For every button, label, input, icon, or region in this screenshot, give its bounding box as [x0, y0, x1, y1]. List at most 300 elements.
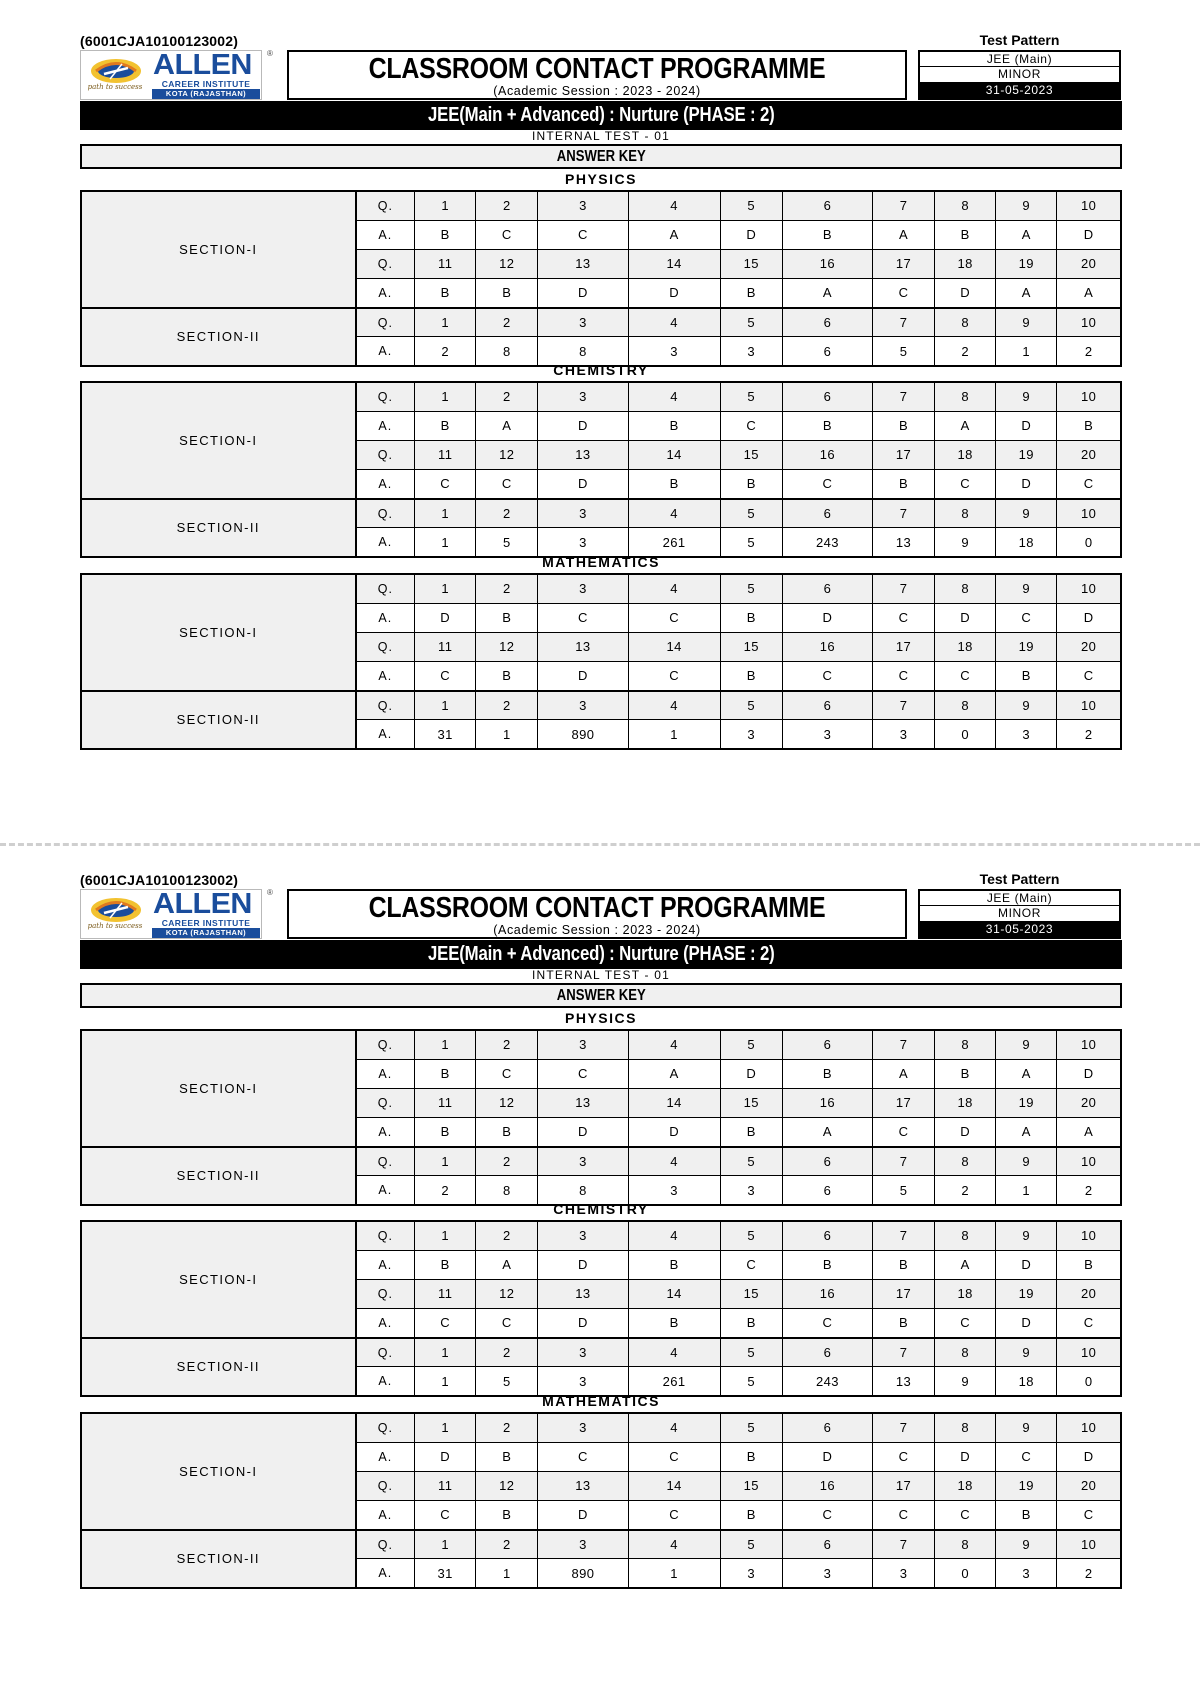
question-number: 2: [476, 1413, 538, 1442]
question-number: 1: [415, 574, 476, 603]
question-number: 6: [782, 308, 872, 337]
question-row: [81, 1530, 1121, 1559]
question-number: 4: [628, 1413, 720, 1442]
question-row: [81, 382, 1121, 411]
answer-value: C: [782, 470, 872, 499]
test-pattern: [918, 871, 1121, 939]
answer-value: D: [935, 1118, 996, 1147]
question-number: 5: [720, 499, 782, 528]
logo-tagline: CAREER INSTITUTE: [161, 918, 251, 928]
question-number: 10: [1057, 499, 1121, 528]
question-number: 12: [476, 249, 538, 278]
answer-value: A: [935, 411, 996, 440]
question-number: 9: [996, 1030, 1057, 1059]
test-pattern-box: [918, 889, 1121, 939]
answer-value: 13: [872, 528, 934, 557]
question-number: 9: [996, 191, 1057, 220]
answer-value: C: [476, 1309, 538, 1338]
answer-value: 3: [720, 1176, 782, 1205]
answer-value: A: [935, 1250, 996, 1279]
answer-value: B: [782, 1250, 872, 1279]
answer-value: A: [782, 279, 872, 308]
answer-value: B: [996, 1501, 1057, 1530]
answer-value: B: [720, 279, 782, 308]
question-number: 7: [872, 1147, 934, 1176]
question-number: 5: [720, 1221, 782, 1250]
answer-value: D: [538, 279, 628, 308]
answer-value: B: [720, 1442, 782, 1471]
answer-value: 3: [872, 720, 934, 749]
answer-value: B: [415, 411, 476, 440]
question-number: 9: [996, 308, 1057, 337]
answer-value: 0: [1057, 1367, 1121, 1396]
question-label: Q.: [356, 308, 415, 337]
answer-value: C: [538, 220, 628, 249]
question-number: 4: [628, 1147, 720, 1176]
answer-value: 5: [720, 528, 782, 557]
answer-value: 0: [1057, 528, 1121, 557]
question-number: 18: [935, 632, 996, 661]
question-number: 2: [476, 499, 538, 528]
question-number: 20: [1057, 1279, 1121, 1308]
answer-value: 2: [1057, 337, 1121, 366]
test-pattern-caption: Test Pattern: [979, 871, 1060, 887]
answer-value: 890: [538, 1559, 628, 1588]
answer-value: D: [538, 1250, 628, 1279]
question-number: 7: [872, 308, 934, 337]
subject-title: PHYSICS: [565, 1010, 637, 1026]
answer-value: D: [720, 1059, 782, 1088]
question-number: 9: [996, 574, 1057, 603]
question-number: 2: [476, 1221, 538, 1250]
page-divider: [0, 843, 1200, 846]
question-number: 3: [538, 1030, 628, 1059]
question-row: [81, 1030, 1121, 1059]
answer-value: B: [415, 279, 476, 308]
answer-value: D: [996, 1250, 1057, 1279]
question-number: 4: [628, 1338, 720, 1367]
section-label: SECTION-I: [81, 1030, 356, 1147]
question-number: 1: [415, 691, 476, 720]
question-number: 4: [628, 382, 720, 411]
answer-value: C: [720, 1250, 782, 1279]
question-number: 10: [1057, 1147, 1121, 1176]
answer-key-label: ANSWER KEY: [556, 987, 646, 1004]
answer-label: A.: [356, 1367, 415, 1396]
answer-value: 18: [996, 528, 1057, 557]
question-number: 12: [476, 632, 538, 661]
answer-value: B: [415, 1059, 476, 1088]
question-number: 2: [476, 191, 538, 220]
question-number: 7: [872, 1338, 934, 1367]
answer-value: D: [996, 1309, 1057, 1338]
question-number: 12: [476, 1088, 538, 1117]
answer-value: 8: [538, 1176, 628, 1205]
answer-table: [80, 573, 1122, 750]
answer-label: A.: [356, 528, 415, 557]
question-number: 13: [538, 249, 628, 278]
question-number: 19: [996, 1088, 1057, 1117]
answer-value: 3: [782, 720, 872, 749]
question-number: 15: [720, 1088, 782, 1117]
question-number: 9: [996, 1530, 1057, 1559]
answer-value: B: [782, 411, 872, 440]
answer-value: A: [872, 1059, 934, 1088]
question-number: 5: [720, 1030, 782, 1059]
question-number: 2: [476, 1147, 538, 1176]
answer-table: [80, 381, 1122, 558]
question-number: 6: [782, 1221, 872, 1250]
answer-value: B: [628, 470, 720, 499]
answer-value: D: [782, 603, 872, 632]
answer-value: D: [1057, 603, 1121, 632]
answer-value: 3: [628, 337, 720, 366]
answer-value: B: [720, 470, 782, 499]
question-label: Q.: [356, 1221, 415, 1250]
answer-value: B: [720, 662, 782, 691]
answer-value: 0: [935, 1559, 996, 1588]
question-number: 1: [415, 308, 476, 337]
programme-title: CLASSROOM CONTACT PROGRAMME: [368, 892, 826, 924]
question-number: 6: [782, 1147, 872, 1176]
paper-code: (6001CJA10100123002): [80, 872, 239, 888]
logo-motto: path to success: [87, 83, 143, 91]
test-pattern: [918, 32, 1121, 100]
subject-title: CHEMISTRY: [553, 1201, 649, 1217]
question-number: 6: [782, 1530, 872, 1559]
answer-value: C: [628, 1442, 720, 1471]
answer-value: D: [720, 220, 782, 249]
answer-value: C: [872, 1442, 934, 1471]
logo-location: KOTA (RAJASTHAN): [152, 89, 260, 99]
answer-value: 3: [538, 1367, 628, 1396]
question-number: 11: [415, 632, 476, 661]
subject-block: [80, 1391, 1122, 1589]
answer-label: A.: [356, 470, 415, 499]
answer-value: 3: [782, 1559, 872, 1588]
question-number: 8: [935, 1530, 996, 1559]
question-number: 10: [1057, 1221, 1121, 1250]
answer-label: A.: [356, 337, 415, 366]
answer-value: D: [538, 1118, 628, 1147]
section-label: SECTION-I: [81, 1413, 356, 1530]
answer-value: C: [935, 662, 996, 691]
question-number: 1: [415, 1147, 476, 1176]
question-number: 1: [415, 1221, 476, 1250]
question-label: Q.: [356, 1088, 415, 1117]
answer-label: A.: [356, 662, 415, 691]
question-number: 9: [996, 1413, 1057, 1442]
question-label: Q.: [356, 1413, 415, 1442]
question-number: 8: [935, 1147, 996, 1176]
question-number: 6: [782, 1413, 872, 1442]
phase-bar: [80, 940, 1122, 969]
question-number: 2: [476, 691, 538, 720]
question-number: 8: [935, 1221, 996, 1250]
answer-value: 8: [476, 1176, 538, 1205]
question-number: 16: [782, 632, 872, 661]
question-label: Q.: [356, 382, 415, 411]
question-label: Q.: [356, 632, 415, 661]
answer-value: C: [1057, 470, 1121, 499]
question-number: 15: [720, 1471, 782, 1500]
question-row: [81, 1147, 1121, 1176]
answer-value: C: [720, 411, 782, 440]
answer-value: D: [628, 279, 720, 308]
answer-value: B: [720, 603, 782, 632]
answer-value: 1: [996, 337, 1057, 366]
question-number: 11: [415, 1471, 476, 1500]
question-number: 8: [935, 574, 996, 603]
question-number: 1: [415, 499, 476, 528]
answer-label: A.: [356, 411, 415, 440]
question-number: 3: [538, 191, 628, 220]
answer-value: 261: [628, 1367, 720, 1396]
test-pattern-item: MINOR: [920, 906, 1119, 921]
answer-value: B: [476, 662, 538, 691]
question-number: 18: [935, 1471, 996, 1500]
subject-title: PHYSICS: [565, 171, 637, 187]
answer-value: C: [415, 662, 476, 691]
answer-value: C: [415, 470, 476, 499]
section-label: SECTION-II: [81, 1147, 356, 1205]
answer-value: C: [935, 1309, 996, 1338]
answer-value: 31: [415, 720, 476, 749]
answer-table: [80, 1220, 1122, 1397]
answer-value: 9: [935, 1367, 996, 1396]
question-row: [81, 1338, 1121, 1367]
question-number: 7: [872, 1530, 934, 1559]
answer-value: 3: [720, 337, 782, 366]
answer-value: 18: [996, 1367, 1057, 1396]
question-number: 5: [720, 308, 782, 337]
question-number: 17: [872, 249, 934, 278]
question-number: 17: [872, 632, 934, 661]
section-label: SECTION-II: [81, 499, 356, 557]
answer-value: 2: [1057, 720, 1121, 749]
question-number: 3: [538, 308, 628, 337]
question-number: 20: [1057, 1471, 1121, 1500]
answer-value: B: [476, 1501, 538, 1530]
question-number: 7: [872, 1030, 934, 1059]
question-number: 8: [935, 499, 996, 528]
answer-value: 1: [628, 1559, 720, 1588]
question-label: Q.: [356, 440, 415, 469]
answer-value: C: [935, 1501, 996, 1530]
question-number: 11: [415, 249, 476, 278]
answer-value: B: [415, 220, 476, 249]
section-label: SECTION-I: [81, 191, 356, 308]
question-number: 19: [996, 632, 1057, 661]
question-number: 14: [628, 1471, 720, 1500]
question-number: 8: [935, 191, 996, 220]
phase-title: JEE(Main + Advanced) : Nurture (PHASE : 2): [427, 943, 775, 965]
answer-table: [80, 1029, 1122, 1206]
answer-value: C: [538, 1059, 628, 1088]
paper-code: (6001CJA10100123002): [80, 33, 239, 49]
answer-value: 1: [415, 1367, 476, 1396]
test-pattern-item: JEE (Main): [920, 52, 1119, 67]
question-label: Q.: [356, 574, 415, 603]
answer-value: A: [996, 279, 1057, 308]
answer-value: D: [538, 662, 628, 691]
question-number: 13: [538, 1471, 628, 1500]
subject-title: MATHEMATICS: [542, 554, 660, 570]
answer-value: C: [872, 662, 934, 691]
answer-label: A.: [356, 1176, 415, 1205]
logo-brand: ALLEN: [153, 888, 252, 920]
subject-block: [80, 1008, 1122, 1206]
question-number: 3: [538, 1413, 628, 1442]
question-number: 4: [628, 1221, 720, 1250]
question-label: Q.: [356, 499, 415, 528]
subject-title: MATHEMATICS: [542, 1393, 660, 1409]
logo-tagline: CAREER INSTITUTE: [161, 79, 251, 89]
answer-label: A.: [356, 1059, 415, 1088]
question-number: 7: [872, 191, 934, 220]
answer-value: 5: [720, 1367, 782, 1396]
question-number: 17: [872, 1088, 934, 1117]
question-number: 19: [996, 440, 1057, 469]
question-number: 16: [782, 1279, 872, 1308]
question-number: 5: [720, 1147, 782, 1176]
answer-value: 31: [415, 1559, 476, 1588]
answer-value: 3: [538, 528, 628, 557]
answer-value: B: [720, 1501, 782, 1530]
question-label: Q.: [356, 1471, 415, 1500]
answer-value: 243: [782, 1367, 872, 1396]
question-number: 3: [538, 1147, 628, 1176]
question-label: Q.: [356, 1338, 415, 1367]
question-number: 6: [782, 499, 872, 528]
answer-value: D: [538, 470, 628, 499]
answer-value: D: [538, 411, 628, 440]
answer-value: 890: [538, 720, 628, 749]
question-number: 9: [996, 1147, 1057, 1176]
question-number: 9: [996, 691, 1057, 720]
answer-value: A: [1057, 279, 1121, 308]
answer-value: A: [996, 1118, 1057, 1147]
test-name: INTERNAL TEST - 01: [531, 129, 671, 143]
answer-label: A.: [356, 279, 415, 308]
answer-value: 2: [935, 1176, 996, 1205]
subject-block: [80, 552, 1122, 750]
question-number: 18: [935, 440, 996, 469]
answer-value: 2: [415, 1176, 476, 1205]
answer-value: 3: [872, 1559, 934, 1588]
test-pattern-box: [918, 50, 1121, 100]
question-number: 19: [996, 249, 1057, 278]
answer-value: C: [782, 662, 872, 691]
answer-value: 6: [782, 1176, 872, 1205]
answer-value: 3: [996, 1559, 1057, 1588]
question-number: 2: [476, 574, 538, 603]
question-number: 5: [720, 1338, 782, 1367]
question-label: Q.: [356, 1030, 415, 1059]
academic-session: (Academic Session : 2023 - 2024): [493, 84, 701, 98]
answer-value: 1: [996, 1176, 1057, 1205]
programme-title-box: [287, 50, 907, 100]
question-number: 2: [476, 1338, 538, 1367]
test-pattern-item: MINOR: [920, 67, 1119, 82]
answer-value: D: [782, 1442, 872, 1471]
answer-value: 5: [872, 337, 934, 366]
question-number: 14: [628, 632, 720, 661]
question-number: 1: [415, 1338, 476, 1367]
answer-label: A.: [356, 1559, 415, 1588]
question-number: 11: [415, 440, 476, 469]
answer-label: A.: [356, 1250, 415, 1279]
answer-value: B: [935, 220, 996, 249]
question-number: 6: [782, 382, 872, 411]
question-number: 7: [872, 499, 934, 528]
answer-value: B: [872, 1250, 934, 1279]
question-number: 10: [1057, 1030, 1121, 1059]
question-number: 4: [628, 574, 720, 603]
question-number: 15: [720, 440, 782, 469]
answer-value: C: [1057, 1501, 1121, 1530]
answer-value: D: [935, 279, 996, 308]
answer-value: 2: [935, 337, 996, 366]
answer-value: A: [476, 411, 538, 440]
section-label: SECTION-II: [81, 1338, 356, 1396]
question-number: 8: [935, 382, 996, 411]
question-number: 10: [1057, 1338, 1121, 1367]
question-label: Q.: [356, 249, 415, 278]
question-number: 13: [538, 440, 628, 469]
answer-value: 8: [538, 337, 628, 366]
question-number: 11: [415, 1088, 476, 1117]
answer-value: 261: [628, 528, 720, 557]
question-number: 6: [782, 191, 872, 220]
answer-value: 9: [935, 528, 996, 557]
answer-value: C: [996, 603, 1057, 632]
question-number: 10: [1057, 308, 1121, 337]
question-number: 17: [872, 1471, 934, 1500]
question-number: 2: [476, 1530, 538, 1559]
answer-value: B: [628, 1309, 720, 1338]
answer-value: B: [782, 1059, 872, 1088]
question-number: 1: [415, 1530, 476, 1559]
phase-bar: [80, 101, 1122, 130]
answer-value: 2: [1057, 1559, 1121, 1588]
answer-key-label: ANSWER KEY: [556, 148, 646, 165]
question-number: 5: [720, 191, 782, 220]
answer-value: 3: [720, 720, 782, 749]
question-number: 10: [1057, 382, 1121, 411]
question-number: 4: [628, 691, 720, 720]
question-number: 20: [1057, 440, 1121, 469]
answer-value: 3: [628, 1176, 720, 1205]
answer-value: B: [415, 1250, 476, 1279]
test-pattern-caption: Test Pattern: [979, 32, 1060, 48]
question-number: 6: [782, 1338, 872, 1367]
question-number: 20: [1057, 632, 1121, 661]
question-number: 9: [996, 1221, 1057, 1250]
question-number: 1: [415, 1030, 476, 1059]
question-number: 17: [872, 440, 934, 469]
question-number: 4: [628, 499, 720, 528]
question-number: 7: [872, 691, 934, 720]
question-number: 8: [935, 1338, 996, 1367]
answer-value: C: [628, 1501, 720, 1530]
answer-value: 3: [720, 1559, 782, 1588]
answer-value: B: [1057, 411, 1121, 440]
answer-value: B: [872, 411, 934, 440]
answer-key-sheet: [80, 871, 1122, 1651]
answer-value: 3: [996, 720, 1057, 749]
subject-block: [80, 169, 1122, 367]
